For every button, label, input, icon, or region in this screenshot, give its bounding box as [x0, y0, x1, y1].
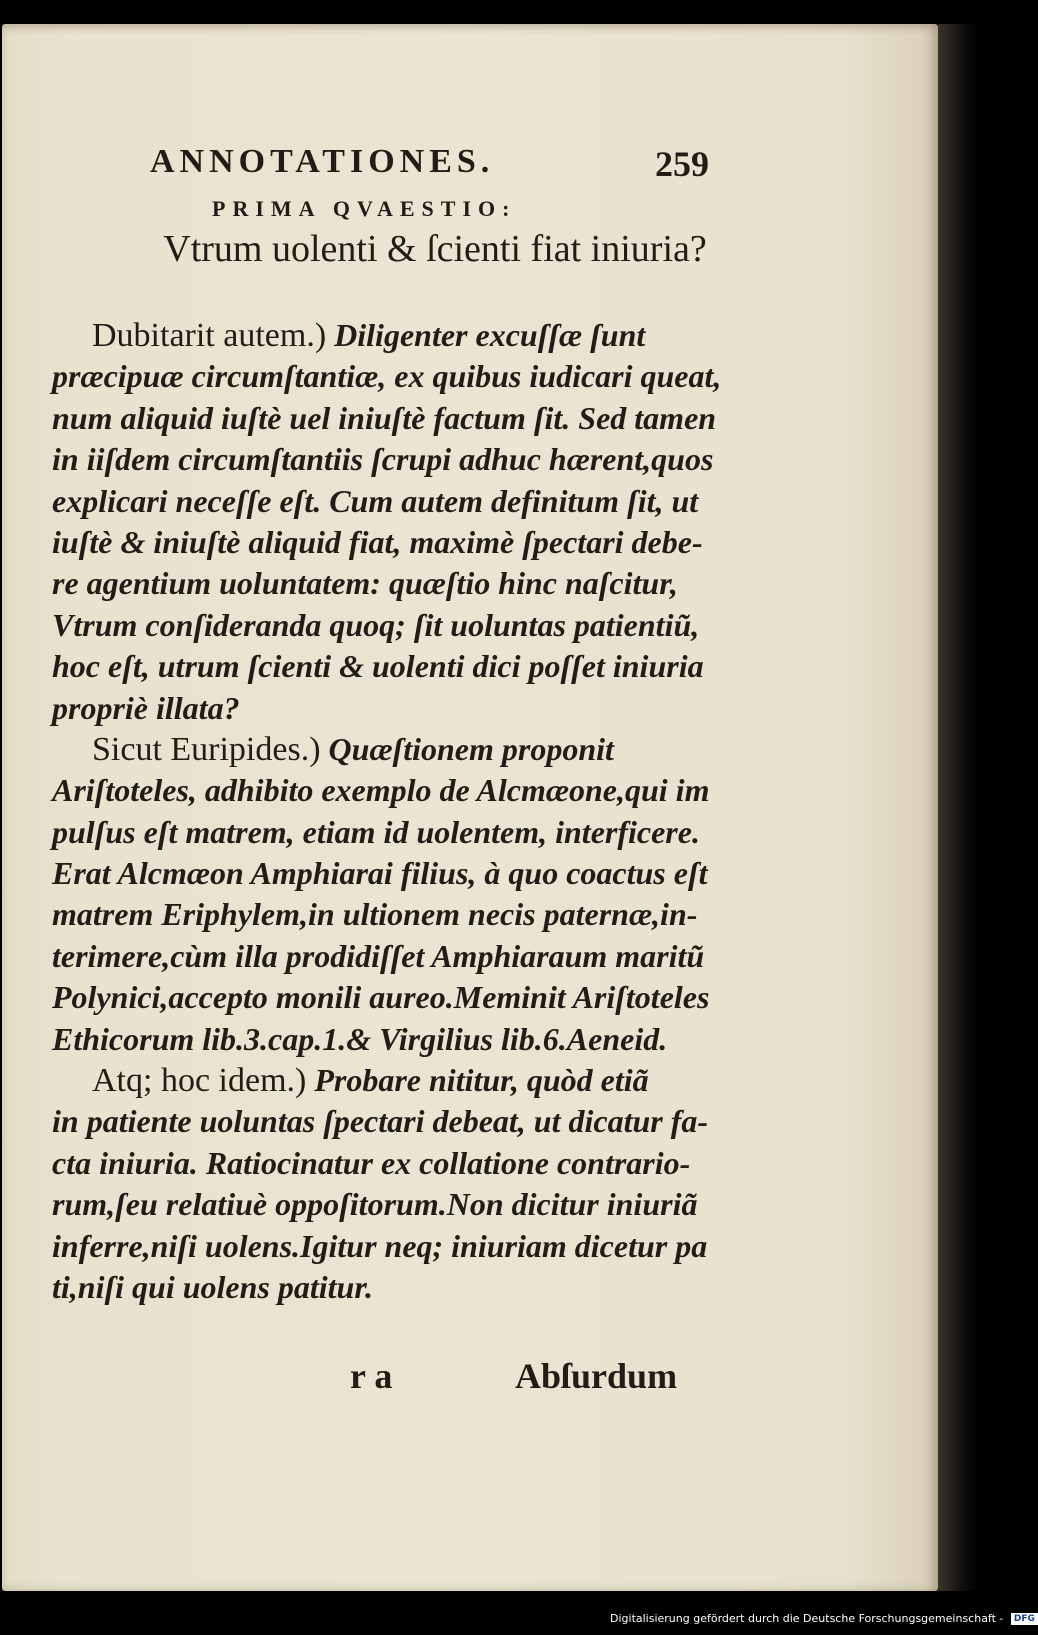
- text-line: pulſus eſt matrem, etiam id uolentem, interficere.: [52, 813, 700, 850]
- catchword: Abſurdum: [515, 1356, 678, 1396]
- book-edge-shadow: [938, 24, 978, 1591]
- text-line: matrem Eriphylem,in ultionem necis paternæ,in-: [52, 896, 698, 933]
- text-line: in patiente uoluntas ſpectari debeat, ut dicatur fa-: [52, 1103, 709, 1140]
- text-line: Vtrum conſideranda quoq; ſit uoluntas patientiũ,: [52, 606, 700, 643]
- text-line: inferre,niſi uolens.Igitur neq; iniuriam dicetur pa: [52, 1227, 708, 1264]
- text-line: hoc eſt, utrum ſcienti & uolenti dici poſſet iniuria: [52, 648, 704, 685]
- text-line: [52, 729, 712, 770]
- question-title: Vtrum uolenti & ſcienti fiat iniuria?: [163, 228, 707, 270]
- body-text: [52, 315, 722, 1308]
- text-line: cta iniuria. Ratiocinatur ex collatione contrario-: [52, 1144, 691, 1181]
- page-number: 259: [655, 144, 709, 184]
- credit-text: Digitalisierung gefördert durch die Deutsche Forschungsgemeinschaft -: [610, 1612, 1004, 1625]
- text-line: Erat Alcmæon Amphiarai filius, à quo coactus eſt: [52, 855, 708, 892]
- line-text: Quæſtionem proponit: [328, 730, 614, 767]
- text-line: rum,ſeu relatiuè oppoſitorum.Non dicitur iniuriã: [52, 1186, 698, 1223]
- lemma: Sicut Euripides.): [92, 730, 321, 768]
- question-label: PRIMA QVAESTIO:: [212, 196, 517, 221]
- text-line: in iiſdem circumſtantiis ſcrupi adhuc hærent,quos: [52, 441, 714, 478]
- text-line: num aliquid iuſtè uel iniuſtè factum ſit. Sed tamen: [52, 399, 717, 436]
- digitization-credit: [610, 1612, 1038, 1625]
- text-line: Ethicorum lib.3.cap.1.& Virgilius lib.6.Aeneid.: [52, 1020, 668, 1057]
- text-line: Ariſtoteles, adhibito exemplo de Alcmæone,qui im: [52, 772, 710, 809]
- text-line: propriè illata?: [52, 689, 240, 726]
- dfg-logo-icon: DFG: [1011, 1613, 1038, 1625]
- line-text: Diligenter excuſſæ ſunt: [334, 317, 646, 353]
- text-line: præcipuæ circumſtantiæ, ex quibus iudicari queat,: [52, 358, 722, 395]
- text-line: iuſtè & iniuſtè aliquid fiat, maximè ſpectari debe-: [52, 523, 703, 560]
- line-text: Probare nititur, quòd etiã: [314, 1062, 649, 1099]
- text-line: re agentium uoluntatem: quæſtio hinc naſcitur,: [52, 565, 678, 602]
- text-line: [52, 1060, 712, 1101]
- lemma: Dubitarit autem.): [92, 317, 327, 354]
- text-line: Polynici,accepto monili aureo.Meminit Ariſtoteles: [52, 979, 710, 1016]
- running-title: ANNOTATIONES.: [150, 143, 495, 180]
- signature-mark: r a: [350, 1356, 393, 1396]
- text-line: [52, 315, 712, 356]
- lemma: Atq; hoc idem.): [92, 1062, 307, 1100]
- text-line: terimere,cùm illa prodidiſſet Amphiaraum maritũ: [52, 937, 705, 974]
- text-line: ti,niſi qui uolens patitur.: [52, 1268, 373, 1305]
- text-line: explicari neceſſe eſt. Cum autem definitum ſit, ut: [52, 482, 699, 519]
